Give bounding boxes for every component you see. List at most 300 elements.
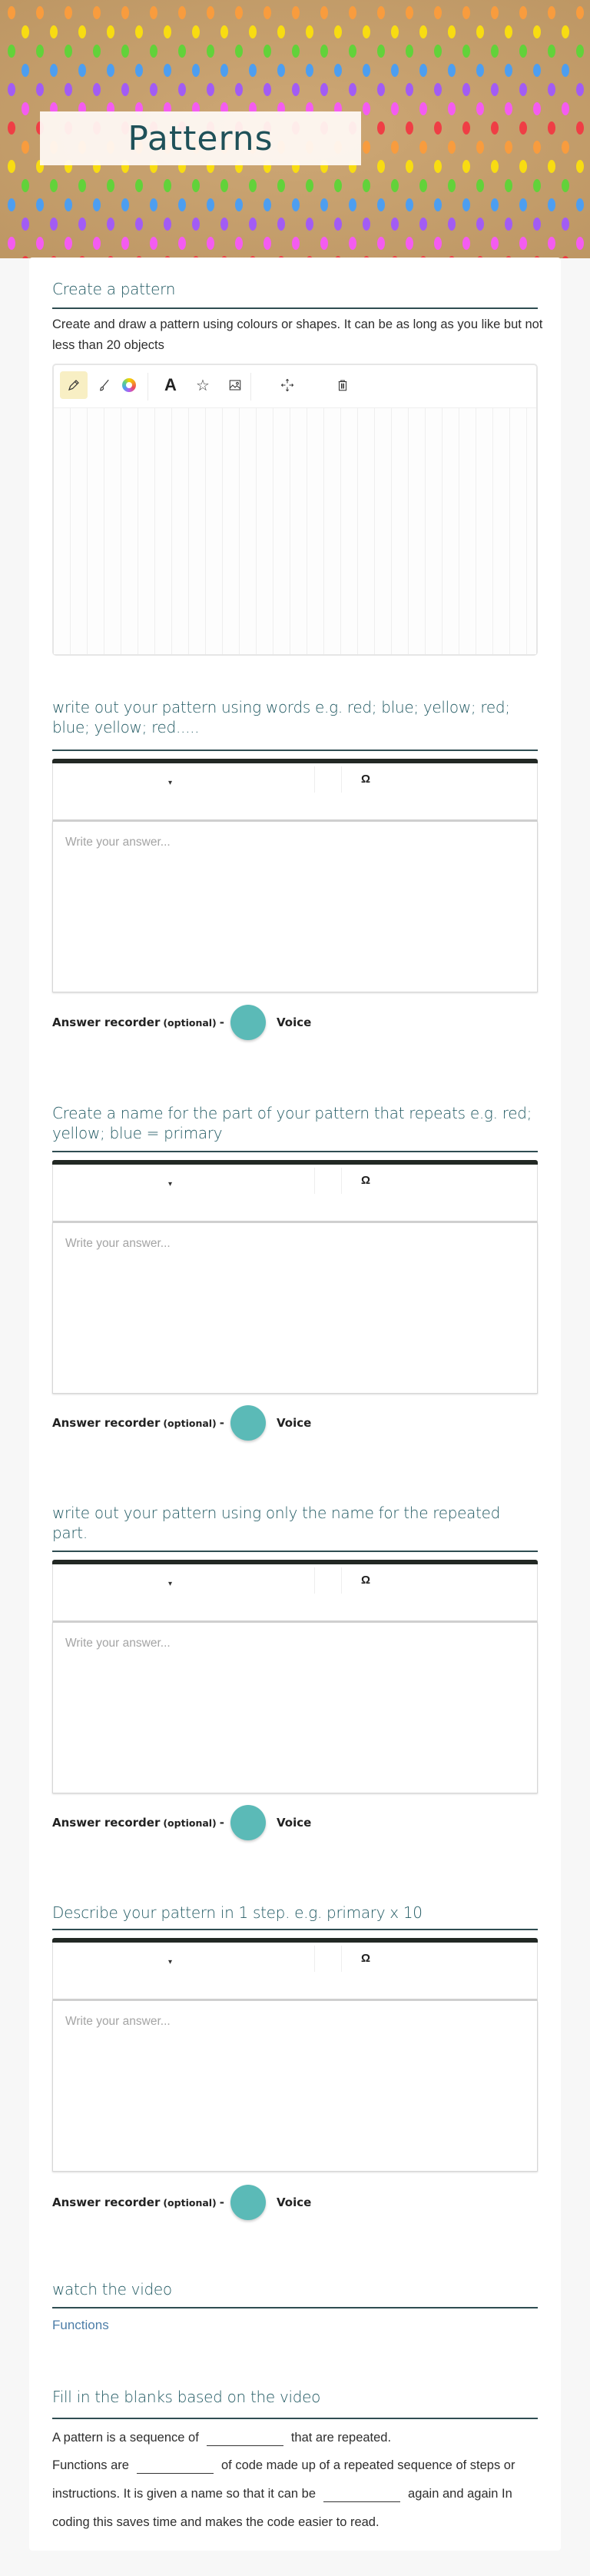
section-title-q4: Describe your pattern in 1 step. e.g. primary x 10 [52, 1903, 423, 1922]
decorative-dot [320, 198, 328, 211]
worksheet-card [29, 258, 561, 2551]
toolbar-separator [250, 373, 251, 401]
editor-toolbar [52, 1564, 538, 1623]
decorative-dot [65, 6, 72, 19]
decorative-dot [576, 45, 584, 58]
decorative-dot [121, 45, 129, 58]
move-icon [280, 377, 295, 393]
toolbar-separator [314, 1567, 315, 1594]
decorative-dot [548, 45, 555, 58]
decorative-dot [562, 25, 569, 38]
decorative-dot [391, 141, 399, 154]
decorative-dot [36, 45, 44, 58]
section-title-create: Create a pattern [52, 280, 176, 298]
blank-sentence-2 [52, 2451, 544, 2537]
decorative-dot [150, 198, 157, 211]
voice-label: Voice [277, 1015, 312, 1029]
decorative-dot [78, 25, 86, 38]
decorative-dot [434, 6, 442, 19]
decorative-dot [349, 83, 356, 96]
decorative-dot [448, 141, 456, 154]
decorative-dot [292, 83, 300, 96]
decorative-dot [476, 179, 484, 192]
decorative-dot [249, 179, 257, 192]
trash-icon [336, 377, 350, 393]
decorative-dot [434, 45, 442, 58]
decorative-dot [22, 141, 29, 154]
functions-video-link[interactable]: Functions [52, 2318, 109, 2332]
image-tool-button[interactable] [221, 371, 249, 399]
image-icon [228, 378, 242, 392]
decorative-dot [192, 64, 200, 77]
decorative-dot [491, 160, 499, 173]
decorative-dot [505, 179, 512, 192]
decorative-dot [150, 6, 157, 19]
decorative-dot [434, 198, 442, 211]
recorder-label: Answer recorder [52, 1015, 161, 1029]
decorative-dot [548, 198, 555, 211]
decorative-dot [448, 64, 456, 77]
answer-recorder-q3 [52, 1806, 311, 1840]
decorative-dot [377, 237, 385, 250]
sentence-text: A pattern is a sequence of [52, 2431, 199, 2445]
editor-toolbar [52, 1943, 538, 2001]
decorative-dot [406, 6, 413, 19]
answer-input-q4[interactable]: Write your answer... [52, 2001, 538, 2172]
format-dropdown-caret-icon[interactable]: ▾ [168, 1580, 173, 1588]
section-title-q1: write out your pattern using words e.g. red; blue; yellow; red; blue; yellow; red..... [52, 698, 510, 736]
record-button[interactable] [230, 1805, 266, 1840]
decorative-dot [121, 6, 129, 19]
decorative-dot [562, 102, 569, 115]
decorative-dot [533, 218, 541, 231]
decorative-dot [419, 179, 427, 192]
decorative-dot [135, 179, 143, 192]
decorative-dot [505, 218, 512, 231]
decorative-dot [277, 25, 285, 38]
decorative-dot [22, 256, 29, 258]
decorative-dot [78, 179, 86, 192]
format-dropdown-caret-icon[interactable]: ▾ [168, 1958, 173, 1966]
decorative-dot [363, 179, 370, 192]
decorative-dot [135, 64, 143, 77]
decorative-dot [533, 64, 541, 77]
section-title-q3: write out your pattern using only the name for the repeated part. [52, 1504, 501, 1542]
decorative-dot [121, 237, 129, 250]
decorative-dot [334, 179, 342, 192]
text-tool-button[interactable] [157, 371, 184, 399]
recorder-dash: - [219, 1816, 225, 1830]
section-divider [52, 307, 538, 309]
decorative-dot [349, 45, 356, 58]
decorative-dot [8, 83, 15, 96]
decorative-dot [391, 179, 399, 192]
decorative-dot [306, 64, 313, 77]
recorder-dash: - [219, 2195, 225, 2209]
decorative-dot [363, 25, 370, 38]
decorative-dot [434, 121, 442, 135]
decorative-dot [207, 83, 214, 96]
decorative-dot [519, 6, 527, 19]
decorative-dot [434, 237, 442, 250]
decorative-dot [363, 141, 370, 154]
header-banner [0, 0, 590, 258]
decorative-dot [135, 25, 143, 38]
recorder-label: Answer recorder [52, 1816, 161, 1830]
decorative-dot [448, 25, 456, 38]
page-title: Patterns [128, 118, 273, 158]
decorative-dot [207, 6, 214, 19]
decorative-dot [406, 45, 413, 58]
decorative-dot [562, 256, 569, 258]
decorative-dot [178, 6, 186, 19]
recorder-optional: (optional) [163, 1417, 217, 1429]
decorative-dot [93, 198, 101, 211]
blank-input-2[interactable] [137, 2457, 214, 2474]
decorative-dot [476, 25, 484, 38]
decorative-dot [448, 218, 456, 231]
star-icon: ☆ [196, 377, 210, 394]
decorative-dot [306, 218, 313, 231]
decorative-dot [491, 237, 499, 250]
decorative-dot [8, 160, 15, 173]
color-picker-button[interactable] [115, 371, 143, 399]
decorative-dot [505, 102, 512, 115]
decorative-dot [448, 179, 456, 192]
decorative-dot [277, 218, 285, 231]
decorative-dot [264, 83, 271, 96]
decorative-dot [491, 6, 499, 19]
section-title-blanks: Fill in the blanks based on the video [52, 2388, 321, 2406]
decorative-dot [8, 45, 15, 58]
decorative-dot [22, 179, 29, 192]
recorder-optional: (optional) [163, 1816, 217, 1829]
decorative-dot [8, 6, 15, 19]
decorative-dot [220, 179, 228, 192]
decorative-dot [192, 25, 200, 38]
answer-input-q2[interactable]: Write your answer... [52, 1223, 538, 1394]
decorative-dot [562, 218, 569, 231]
decorative-dot [533, 25, 541, 38]
answer-input-q3[interactable]: Write your answer... [52, 1623, 538, 1793]
decorative-dot [65, 83, 72, 96]
decorative-dot [178, 83, 186, 96]
decorative-dot [377, 45, 385, 58]
decorative-dot [548, 6, 555, 19]
blank-input-3[interactable] [323, 2485, 400, 2502]
decorative-dot [548, 237, 555, 250]
decorative-dot [277, 179, 285, 192]
decorative-dot [36, 6, 44, 19]
toolbar-separator [341, 1567, 342, 1594]
decorative-dot [548, 83, 555, 96]
decorative-dot [320, 45, 328, 58]
decorative-dot [377, 198, 385, 211]
decorative-dot [292, 6, 300, 19]
section-divider [52, 1151, 538, 1152]
text-icon: A [164, 375, 177, 394]
record-button[interactable] [230, 2185, 266, 2220]
section-title-q2: Create a name for the part of your pattern that repeats e.g. red; yellow; blue = primary [52, 1104, 532, 1142]
decorative-dot [8, 121, 15, 135]
decorative-dot [22, 218, 29, 231]
decorative-dot [235, 45, 243, 58]
decorative-dot [36, 237, 44, 250]
blank-input-1[interactable] [207, 2429, 283, 2446]
decorative-dot [220, 218, 228, 231]
decorative-dot [334, 218, 342, 231]
decorative-dot [306, 25, 313, 38]
decorative-dot [93, 6, 101, 19]
decorative-dot [65, 237, 72, 250]
decorative-dot [462, 237, 470, 250]
decorative-dot [377, 83, 385, 96]
decorative-dot [264, 237, 271, 250]
toolbar-separator [341, 1946, 342, 1972]
decorative-dot [476, 102, 484, 115]
decorative-dot [235, 6, 243, 19]
decorative-dot [107, 64, 114, 77]
fill-in-blanks [52, 2424, 544, 2537]
decorative-dot [78, 64, 86, 77]
decorative-dot [377, 121, 385, 135]
decorative-dot [363, 102, 370, 115]
toolbar-separator [341, 766, 342, 793]
decorative-dot [235, 198, 243, 211]
decorative-dot [121, 198, 129, 211]
decorative-dot [576, 237, 584, 250]
decorative-dot [419, 64, 427, 77]
decorative-dot [391, 64, 399, 77]
decorative-dot [178, 237, 186, 250]
decorative-dot [78, 218, 86, 231]
special-character-icon[interactable]: Ω [361, 773, 371, 786]
decorative-dot [107, 25, 114, 38]
answer-editor-q2 [52, 1160, 538, 1394]
recorder-dash: - [219, 1416, 225, 1430]
decorative-dot [406, 83, 413, 96]
decorative-dot [164, 64, 171, 77]
create-description: Create and draw a pattern using colours or shapes. It can be as long as you like but not less than 20 objects [52, 317, 543, 352]
answer-editor-q4 [52, 1938, 538, 2172]
pencil-icon [67, 378, 81, 392]
decorative-dot [491, 121, 499, 135]
recorder-dash: - [219, 1015, 225, 1029]
decorative-dot [419, 218, 427, 231]
color-wheel-icon [122, 378, 136, 392]
delete-tool-button[interactable] [329, 371, 356, 399]
decorative-dot [462, 198, 470, 211]
decorative-dot [320, 237, 328, 250]
decorative-dot [50, 64, 58, 77]
brush-tool-button[interactable] [91, 371, 118, 399]
move-tool-button[interactable] [273, 371, 301, 399]
sentence-text: that are repeated. [290, 2431, 392, 2445]
decorative-dot [107, 179, 114, 192]
special-character-icon[interactable]: Ω [361, 1174, 371, 1187]
decorative-dot [207, 198, 214, 211]
sentence-text: again and again In coding this saves time and makes the code easier to read. [52, 2487, 512, 2529]
answer-recorder-q1 [52, 1005, 311, 1039]
decorative-dot [462, 45, 470, 58]
section-divider [52, 2307, 538, 2308]
drawing-board[interactable] [52, 364, 538, 656]
decorative-dot [50, 25, 58, 38]
decorative-dot [519, 45, 527, 58]
decorative-dot [22, 102, 29, 115]
decorative-dot [50, 218, 58, 231]
decorative-dot [519, 83, 527, 96]
decorative-dot [419, 141, 427, 154]
shape-tool-button[interactable] [189, 371, 217, 399]
decorative-dot [377, 6, 385, 19]
decorative-dot [150, 237, 157, 250]
decorative-dot [107, 218, 114, 231]
decorative-dot [505, 25, 512, 38]
decorative-dot [277, 64, 285, 77]
format-dropdown-caret-icon[interactable]: ▾ [168, 779, 173, 787]
decorative-dot [264, 45, 271, 58]
pencil-tool-button[interactable] [60, 371, 88, 399]
section-divider [52, 1929, 538, 1930]
decorative-dot [192, 218, 200, 231]
decorative-dot [491, 45, 499, 58]
section-divider [52, 1551, 538, 1552]
decorative-dot [292, 45, 300, 58]
record-button[interactable] [230, 1405, 266, 1441]
decorative-dot [349, 237, 356, 250]
decorative-dot [576, 6, 584, 19]
decorative-dot [533, 179, 541, 192]
sentence-text: of code made up of a repeated sequence of steps or instructions. It is given a name so that it can be [52, 2458, 515, 2501]
decorative-dot [519, 198, 527, 211]
blank-sentence-1 [52, 2424, 544, 2451]
decorative-dot [220, 64, 228, 77]
decorative-dot [505, 64, 512, 77]
decorative-dot [178, 45, 186, 58]
decorative-dot [406, 237, 413, 250]
decorative-dot [320, 83, 328, 96]
decorative-dot [363, 218, 370, 231]
decorative-dot [406, 121, 413, 135]
decorative-dot [178, 198, 186, 211]
decorative-dot [533, 141, 541, 154]
decorative-dot [135, 218, 143, 231]
decorative-dot [65, 45, 72, 58]
decorative-dot [164, 25, 171, 38]
decorative-dot [36, 198, 44, 211]
answer-editor-q3 [52, 1560, 538, 1793]
decorative-dot [391, 25, 399, 38]
decorative-dot [576, 198, 584, 211]
decorative-dot [249, 64, 257, 77]
decorative-dot [292, 237, 300, 250]
decorative-dot [419, 25, 427, 38]
decorative-dot [249, 25, 257, 38]
decorative-dot [320, 6, 328, 19]
decorative-dot [476, 141, 484, 154]
decorative-dot [519, 121, 527, 135]
decorative-dot [235, 237, 243, 250]
decorative-dot [349, 6, 356, 19]
recorder-label: Answer recorder [52, 2195, 161, 2209]
decorative-dot [391, 218, 399, 231]
decorative-dot [334, 64, 342, 77]
decorative-dot [50, 179, 58, 192]
decorative-dot [150, 83, 157, 96]
decorative-dot [434, 160, 442, 173]
decorative-dot [519, 237, 527, 250]
decorative-dot [36, 83, 44, 96]
toolbar-separator [314, 1946, 315, 1972]
decorative-dot [519, 160, 527, 173]
decorative-dot [192, 179, 200, 192]
format-dropdown-caret-icon[interactable]: ▾ [168, 1180, 173, 1188]
sentence-text: Functions are [52, 2458, 129, 2472]
decorative-dot [292, 198, 300, 211]
toolbar-separator [314, 1168, 315, 1194]
decorative-dot [220, 25, 228, 38]
editor-toolbar [52, 763, 538, 822]
decorative-dot [349, 198, 356, 211]
editor-toolbar [52, 1165, 538, 1223]
special-character-icon[interactable]: Ω [361, 1952, 371, 1965]
special-character-icon[interactable]: Ω [361, 1574, 371, 1587]
decorative-dot [548, 160, 555, 173]
title-box [40, 111, 361, 165]
decorative-dot [576, 83, 584, 96]
answer-recorder-q2 [52, 1406, 311, 1440]
decorative-dot [476, 218, 484, 231]
decorative-dot [462, 6, 470, 19]
answer-editor-q1 [52, 759, 538, 992]
recorder-optional: (optional) [163, 1016, 217, 1029]
decorative-dot [548, 121, 555, 135]
toolbar-separator [314, 766, 315, 793]
decorative-dot [8, 237, 15, 250]
decorative-dot [462, 83, 470, 96]
voice-label: Voice [277, 1416, 312, 1430]
record-button[interactable] [230, 1005, 266, 1040]
decorative-dot [235, 83, 243, 96]
section-divider [52, 2418, 538, 2419]
decorative-dot [93, 45, 101, 58]
drawing-canvas[interactable] [54, 408, 536, 654]
decorative-dot [406, 160, 413, 173]
decorative-dot [8, 198, 15, 211]
decorative-dot [576, 121, 584, 135]
decorative-dot [491, 198, 499, 211]
section-title-video: watch the video [52, 2280, 172, 2298]
decorative-dot [533, 102, 541, 115]
decorative-dot [121, 83, 129, 96]
section-divider [52, 750, 538, 751]
decorative-dot [419, 102, 427, 115]
decorative-dot [65, 198, 72, 211]
toolbar-separator [341, 1168, 342, 1194]
decorative-dot [576, 160, 584, 173]
recorder-optional: (optional) [163, 2196, 217, 2209]
decorative-dot [562, 141, 569, 154]
decorative-dot [462, 121, 470, 135]
decorative-dot [93, 83, 101, 96]
decorative-dot [164, 218, 171, 231]
answer-recorder-q4 [52, 2185, 311, 2219]
answer-input-q1[interactable]: Write your answer... [52, 822, 538, 992]
drawing-toolbar [54, 365, 536, 408]
voice-label: Voice [277, 1816, 312, 1830]
decorative-dot [406, 198, 413, 211]
